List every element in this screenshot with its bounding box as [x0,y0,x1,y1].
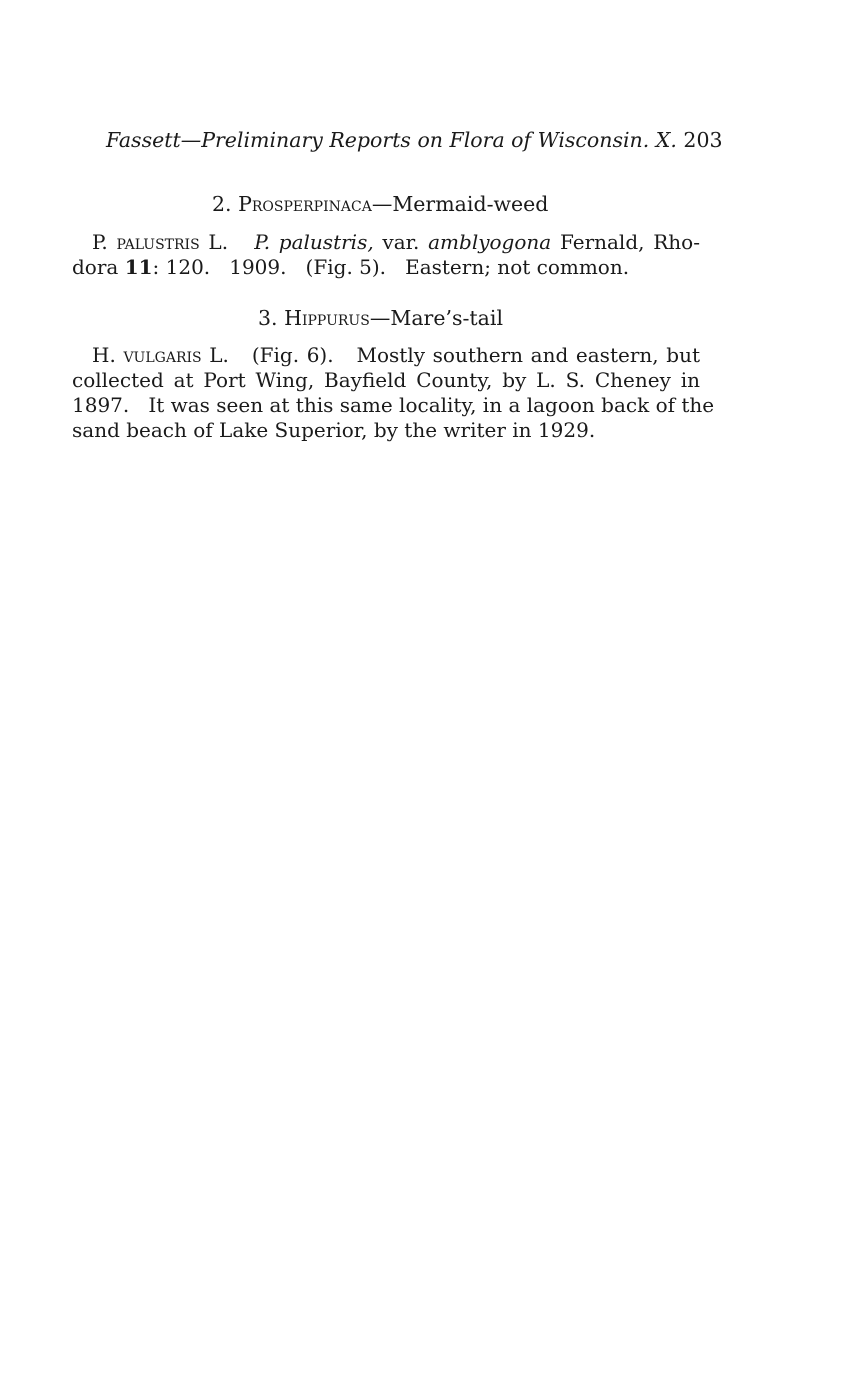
entry-line: collected at Port Wing, Bayfield County, by L. S. Cheney in [72,368,700,392]
running-head-title: Fassett—Preliminary Reports on Flora of Wisconsin. X. [106,128,677,152]
section-heading-hippurus [258,304,503,332]
section-number: 2. [212,192,232,216]
section-number: 3. [258,306,278,330]
citation-tail: Fernald, Rho- [551,230,700,254]
entry-line: 1897. It was seen at this same locality, in a lagoon back of the [72,393,715,417]
citation-rest: : 120. 1909. (Fig. 5). Eastern; not common. [152,255,630,279]
common-name: —Mare’s-tail [369,306,504,330]
page-number: 203 [683,128,723,152]
author: L. [199,230,229,254]
citation-start: dora [72,255,125,279]
entry-line [72,230,700,255]
var-label: var. [373,230,429,254]
section-heading-prosperpinaca [212,190,548,218]
entry-line [72,255,700,280]
common-name: —Mermaid-weed [371,192,549,216]
genus-name: Prosperpinaca [238,192,372,216]
entry-h-vulgaris [72,343,715,443]
entry-p-palustris [72,230,700,280]
author: L. [201,343,229,367]
species-name: P. palustris [92,230,200,254]
entry-line: sand beach of Lake Superior, by the writer in 1929. [72,418,596,442]
volume-number: 11 [124,255,153,279]
entry-text: (Fig. 6). Mostly southern and eastern, but [228,343,700,367]
species-name: H. vulgaris [92,343,202,367]
entry-line [72,343,700,368]
running-head [106,126,723,154]
variety-name: amblyogona [428,230,552,254]
genus-name: Hippurus [284,306,370,330]
synonym: P. palustris, [254,230,374,254]
